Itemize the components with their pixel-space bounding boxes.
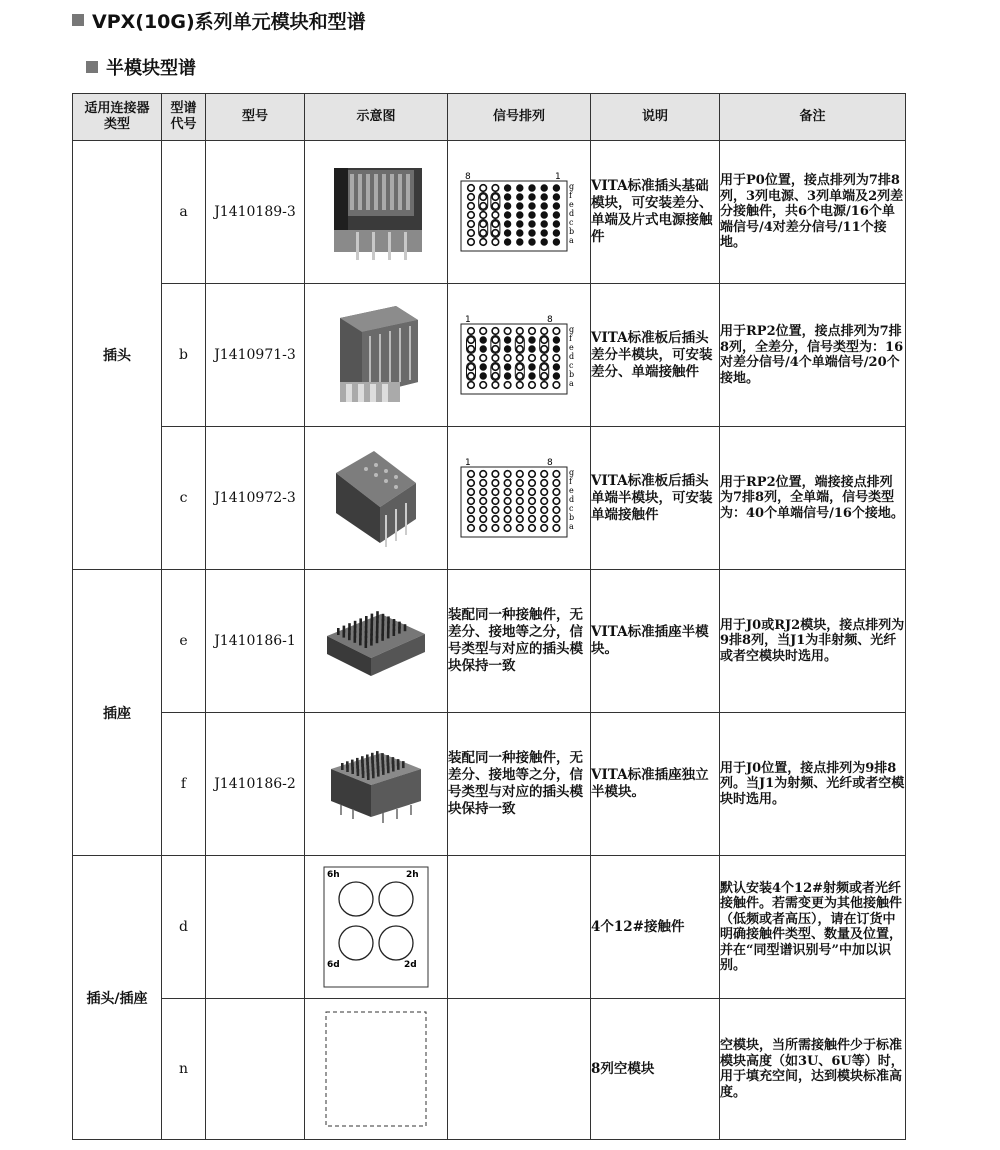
pin-contact [553,355,560,362]
pin-contact [468,194,475,201]
pin-contact [492,185,499,192]
svg-text:b: b [569,370,575,379]
pin-contact [480,212,487,219]
socket-contact [365,641,368,648]
pin-contact [517,337,524,344]
pin-contact [492,230,499,237]
pin-contact [492,525,499,532]
svg-text:f: f [569,191,572,200]
label-2h: 2h [406,870,419,880]
row-signal-empty [448,856,591,999]
pin-contact [541,239,548,246]
pin-contact [480,525,487,532]
header-diagram: 示意图 [305,94,448,141]
row-code: b [162,284,206,427]
pin-contact [541,230,548,237]
pin-contact [553,480,560,487]
pin-contact [492,221,499,228]
row-desc: VITA标准插头基础模块，可安装差分、单端及片式电源接触件 [591,141,720,284]
socket-contact [393,629,396,636]
socket-contact [354,636,357,643]
pin-contact [468,230,475,237]
table-row [73,570,906,713]
header-signal: 信号排列 [448,94,591,141]
pin-contact [480,346,487,353]
plug-module-c-photo [305,427,448,570]
pin-contact [529,221,536,228]
pin-contact [504,239,511,246]
svg-text:b: b [569,227,575,236]
row-model: J1410972-3 [206,427,305,570]
pin-contact [517,364,524,371]
socket-module-e-photo [305,570,448,713]
pin-contact [492,489,499,496]
pin-contact [504,212,511,219]
pin-contact [529,212,536,219]
pin-contact [541,480,548,487]
row-desc: VITA标准插座独立半模块。 [591,713,720,856]
socket-contact [343,631,346,638]
row-model [206,856,305,999]
pin-contact [504,507,511,514]
svg-text:1: 1 [555,172,561,182]
row-code: n [162,999,206,1140]
row-model: J1410189-3 [206,141,305,284]
pin-contact [480,337,487,344]
pin-contact [517,203,524,210]
pin-contact [504,221,511,228]
pin-contact [541,185,548,192]
socket-contact [346,765,349,772]
pin-contact [541,373,548,380]
pin-contact [468,185,475,192]
pin-contact [517,355,524,362]
row-note: 空模块，当所需接触件少于标准模块高度（如3U、6U等）时，用于填充空间，达到模块标准高度。 [720,999,906,1140]
group-plug: 插头 [73,141,162,570]
socket-contact [402,761,405,768]
pin-contact [468,471,475,478]
socket-contact [381,634,384,641]
svg-text:8: 8 [465,172,471,182]
svg-text:8: 8 [547,315,553,325]
pin-contact [541,498,548,505]
pin-contact [517,382,524,389]
pin-contact [504,230,511,237]
pin-contact [480,185,487,192]
header-connector-type: 适用连接器类型 [73,94,162,141]
pin-contact [492,480,499,487]
socket-contact [387,766,390,773]
pin-contact [468,328,475,335]
group-both: 插头/插座 [73,856,162,1140]
pin-contact [480,382,487,389]
plug-module-b-photo [305,284,448,427]
pin-contact [504,498,511,505]
pin-contact [529,489,536,496]
pinout-diagram [448,427,591,570]
socket-contact [372,771,375,778]
pin-contact [517,185,524,192]
svg-text:e: e [569,486,574,495]
pin-contact [529,355,536,362]
pin-contact [468,355,475,362]
pin-contact [541,471,548,478]
pin-contact [468,373,475,380]
table-row [73,141,906,284]
pin-contact [541,382,548,389]
row-note: 用于RP2位置，接点排列为7排8列，全差分，信号类型为：16对差分信号/4个单端信号/20个接地。 [720,284,906,427]
row-note: 用于P0位置，接点排列为7排8列，3列电源、3列单端及2列差分接触件，共6个电源/16个单端信号/4对差分信号/11个接地。 [720,141,906,284]
pin-contact [504,346,511,353]
pin-contact [480,239,487,246]
pin-contact [517,516,524,523]
pin-contact [504,337,511,344]
row-desc: VITA标准插座半模块。 [591,570,720,713]
pin-contact [492,337,499,344]
pin-contact [492,471,499,478]
row-code: a [162,141,206,284]
pinout-a [457,169,581,255]
pin-contact [517,212,524,219]
socket-contact [382,768,385,775]
row-note: 默认安装4个12#射频或者光纤接触件。若需变更为其他接触件（低频或者高压），请在订货中明确接触件类型、数量及位置，并在“同型谱识别号”中加以识别。 [720,856,906,999]
pin-contact [468,507,475,514]
pin-contact [553,185,560,192]
four-contact-diagram [305,856,448,999]
pin-contact [517,230,524,237]
pin-contact [553,364,560,371]
row-model [206,999,305,1140]
row-code: e [162,570,206,713]
pinout-diagram [448,141,591,284]
pin-contact [529,185,536,192]
pin-contact [541,337,548,344]
socket-contact [377,770,380,777]
svg-text:8: 8 [547,458,553,468]
pinout-c [457,455,581,541]
pin-contact [541,346,548,353]
table-row [73,856,906,999]
pin-contact [529,382,536,389]
socket-contact [337,628,340,635]
pin-contact [480,355,487,362]
pin-contact [541,525,548,532]
pin-contact [504,373,511,380]
pin-contact [553,328,560,335]
svg-text:e: e [569,200,574,209]
svg-text:f: f [569,477,572,486]
pin-contact [504,194,511,201]
socket-contact [351,767,354,774]
pin-contact [492,212,499,219]
svg-text:f: f [569,334,572,343]
pin-contact [504,489,511,496]
pin-contact [529,480,536,487]
svg-text:g: g [569,325,575,334]
row-model: J1410186-2 [206,713,305,856]
pin-contact [517,373,524,380]
pin-contact [553,230,560,237]
row-model: J1410186-1 [206,570,305,713]
pin-contact [504,328,511,335]
pin-contact [504,203,511,210]
pin-contact [480,471,487,478]
pin-contact [468,239,475,246]
pin-contact [504,355,511,362]
bullet-square-icon [86,61,98,73]
row-code: f [162,713,206,856]
socket-contact [359,638,362,645]
pin-contact [541,507,548,514]
pin-contact [529,346,536,353]
svg-text:1: 1 [465,458,471,468]
pin-contact [504,480,511,487]
pin-contact [553,471,560,478]
socket-contact [348,633,351,640]
row-signal-text: 装配同一种接触件，无差分、接地等之分，信号类型与对应的插头模块保持一致 [448,570,591,713]
svg-text:c: c [569,504,574,513]
pin-contact [492,373,499,380]
socket-module-f-photo [305,713,448,856]
pin-contact [541,194,548,201]
pin-contact [492,355,499,362]
svg-text:g: g [569,182,575,191]
pin-contact [529,328,536,335]
pin-contact [553,212,560,219]
row-signal-text: 装配同一种接触件，无差分、接地等之分，信号类型与对应的插头模块保持一致 [448,713,591,856]
socket-contact [387,631,390,638]
pin-contact [517,489,524,496]
svg-text:e: e [569,343,574,352]
pinout-diagram [448,284,591,427]
group-socket: 插座 [73,570,162,856]
bullet-square-icon [72,14,84,26]
pin-contact [492,203,499,210]
svg-text:a: a [569,379,574,388]
svg-text:g: g [569,468,575,477]
pin-contact [553,203,560,210]
row-desc: VITA标准板后插头单端半模块，可安装单端接触件 [591,427,720,570]
pin-contact [517,507,524,514]
pin-contact [480,489,487,496]
socket-contact [404,624,407,631]
socket-contact [341,763,344,770]
pin-contact [553,382,560,389]
pin-contact [492,364,499,371]
pin-contact [517,194,524,201]
row-code: c [162,427,206,570]
table-header-row [73,94,906,141]
pinout-b [457,312,581,398]
pin-contact [541,489,548,496]
pin-contact [529,516,536,523]
svg-text:1: 1 [465,315,471,325]
row-note: 用于J0位置，接点排列为9排8列。当J1为射频、光纤或者空模块时选用。 [720,713,906,856]
row-desc: 4个12#接触件 [591,856,720,999]
pin-contact [480,230,487,237]
row-desc: VITA标准板后插头差分半模块，可安装差分、单端接触件 [591,284,720,427]
socket-contact [367,773,370,780]
pin-contact [480,194,487,201]
table-row [73,427,906,570]
page-title-text: VPX(10G)系列单元模块和型谱 [92,10,366,33]
socket-contact [392,765,395,772]
pin-contact [541,364,548,371]
row-note: 用于J0或RJ2模块，接点排列为9排8列，当J1为非射频、光纤或者空模块时选用。 [720,570,906,713]
pin-contact [541,516,548,523]
pin-contact [492,328,499,335]
svg-text:c: c [569,218,574,227]
pin-contact [468,382,475,389]
header-model: 型号 [206,94,305,141]
svg-text:b: b [569,513,575,522]
pin-contact [517,221,524,228]
pin-contact [480,480,487,487]
pin-contact [480,373,487,380]
pin-contact [529,230,536,237]
pin-contact [492,239,499,246]
pin-contact [541,355,548,362]
pin-contact [468,489,475,496]
pin-contact [553,373,560,380]
pin-contact [468,525,475,532]
pin-contact [529,507,536,514]
pin-contact [529,373,536,380]
pin-contact [480,498,487,505]
row-code: d [162,856,206,999]
socket-contact [398,627,401,634]
svg-text:d: d [569,209,575,218]
svg-text:d: d [569,495,575,504]
table-row [73,284,906,427]
pin-contact [517,525,524,532]
socket-contact [370,639,373,646]
pin-contact [504,516,511,523]
pin-contact [480,516,487,523]
pin-contact [529,498,536,505]
pin-contact [504,185,511,192]
pin-contact [517,498,524,505]
pin-contact [541,203,548,210]
svg-text:a: a [569,522,574,531]
pin-contact [504,471,511,478]
pin-contact [492,194,499,201]
pin-contact [480,507,487,514]
pin-contact [468,346,475,353]
header-note: 备注 [720,94,906,141]
pin-contact [492,346,499,353]
pin-contact [553,221,560,228]
label-2d: 2d [404,960,417,970]
pin-contact [541,328,548,335]
pin-contact [517,480,524,487]
socket-contact [357,769,360,776]
empty-module-diagram [305,999,448,1140]
pin-contact [529,239,536,246]
socket-contact [397,763,400,770]
pin-contact [504,525,511,532]
pin-contact [504,382,511,389]
pin-contact [541,212,548,219]
socket-contact [376,636,379,643]
pin-contact [553,525,560,532]
table-row [73,999,906,1140]
pin-contact [480,328,487,335]
pin-contact [553,337,560,344]
pin-contact [553,498,560,505]
pin-contact [468,480,475,487]
row-signal-empty [448,999,591,1140]
table-row [73,713,906,856]
pin-contact [553,346,560,353]
module-spec-table [72,93,906,1140]
svg-text:a: a [569,236,574,245]
pin-contact [468,337,475,344]
pin-contact [517,328,524,335]
pin-contact [553,239,560,246]
pin-contact [517,239,524,246]
svg-text:c: c [569,361,574,370]
pin-contact [492,516,499,523]
pin-contact [480,203,487,210]
header-code: 型谱代号 [162,94,206,141]
pin-contact [553,507,560,514]
section-title-text: 半模块型谱 [106,58,196,79]
pin-contact [529,337,536,344]
pin-contact [529,364,536,371]
label-6d: 6d [327,960,340,970]
pin-contact [492,507,499,514]
pin-contact [553,516,560,523]
svg-text:d: d [569,352,575,361]
pin-contact [468,212,475,219]
pin-contact [529,525,536,532]
section-title [86,56,196,78]
row-desc: 8列空模块 [591,999,720,1140]
pin-contact [517,346,524,353]
pin-contact [553,194,560,201]
pin-contact [480,364,487,371]
pin-contact [529,203,536,210]
row-note: 用于RP2位置，端接接点排列为7排8列，全单端，信号类型为：40个单端信号/16个接地。 [720,427,906,570]
pin-contact [529,194,536,201]
pin-contact [468,498,475,505]
pin-contact [468,516,475,523]
header-desc: 说明 [591,94,720,141]
plug-module-a-photo [305,141,448,284]
pin-contact [553,489,560,496]
pin-contact [504,364,511,371]
pin-contact [468,221,475,228]
pin-contact [468,364,475,371]
pin-contact [529,471,536,478]
pin-contact [492,498,499,505]
page-title [72,8,366,32]
pin-contact [517,471,524,478]
pin-contact [492,382,499,389]
label-6h: 6h [327,870,340,880]
row-model: J1410971-3 [206,284,305,427]
socket-contact [362,771,365,778]
pin-contact [541,221,548,228]
pin-contact [468,203,475,210]
pin-contact [480,221,487,228]
